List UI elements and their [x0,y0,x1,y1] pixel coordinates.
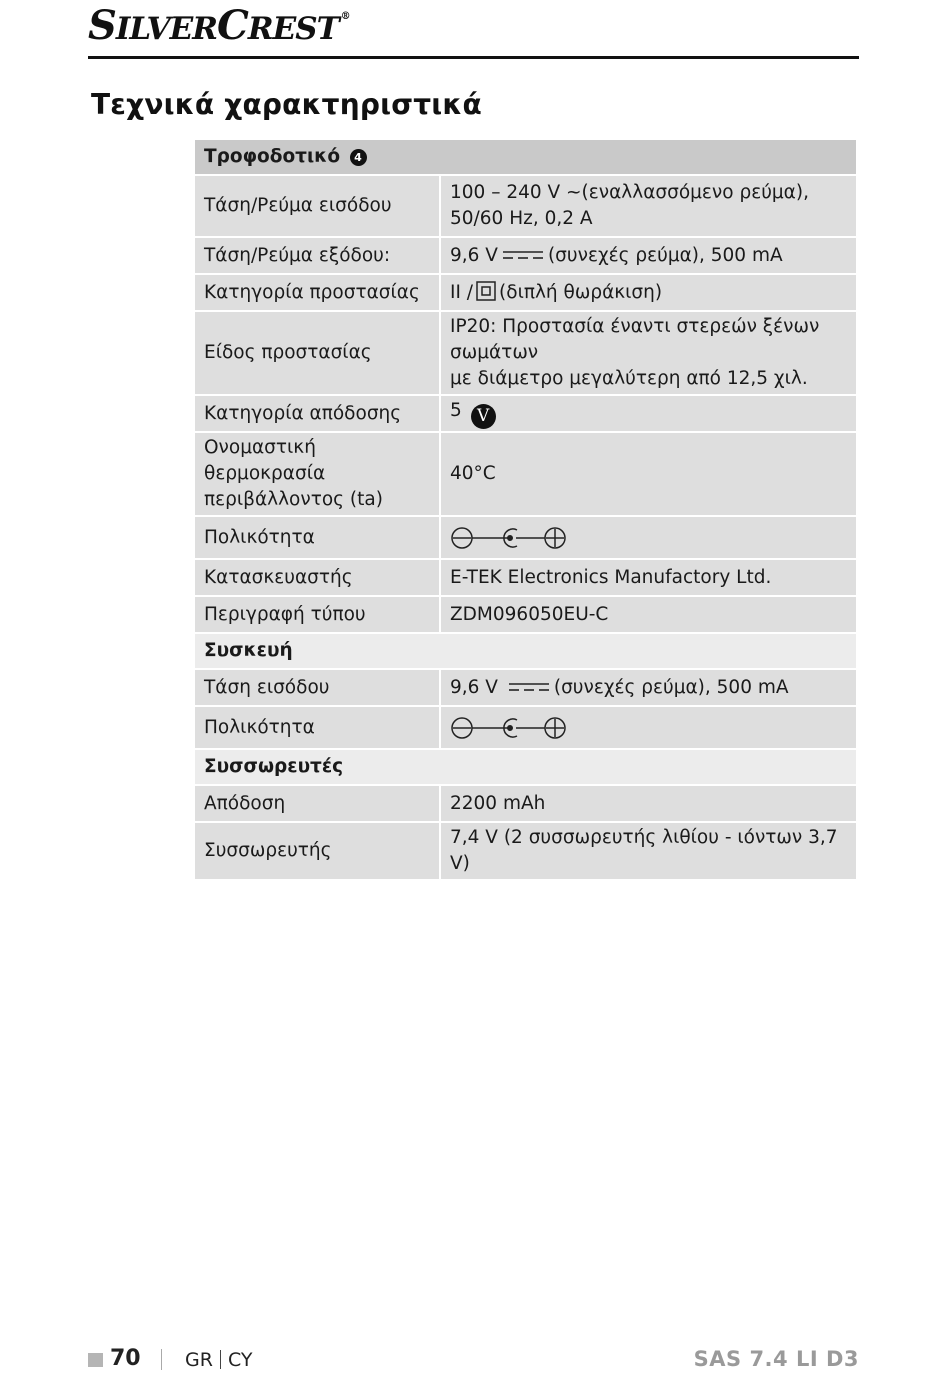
spec-value: E-TEK Electronics Manufactory Ltd. [439,560,856,595]
footer-divider [161,1349,162,1370]
spec-value: ZDM096050EU-C [439,597,856,632]
table-row [195,823,856,879]
language-divider [220,1350,221,1369]
table-row [195,396,856,431]
spec-value: 2200 mAh [439,786,856,821]
spec-value: 5 V [439,396,856,431]
section-title-psu: Τροφοδοτικό [204,146,341,167]
polarity-icon [450,715,568,741]
page-number: 70 [110,1346,141,1371]
spec-value: 40°C [439,433,856,515]
table-row [195,597,856,632]
section-header-psu [195,140,856,174]
spec-label: Πολικότητα [195,707,439,748]
table-row [195,560,856,595]
dc-symbol-icon [503,250,543,260]
spec-table [195,138,856,881]
table-row [195,238,856,273]
spec-label: Είδος προστασίας [195,312,439,394]
dc-symbol-icon [509,682,549,692]
spec-label: Τάση/Ρεύμα εισόδου [195,176,439,236]
spec-label: Απόδοση [195,786,439,821]
efficiency-v-icon: V [471,404,496,429]
page-footer [88,1345,859,1375]
spec-label: Ονομαστική θερμοκρασία περιβάλλοντος (ta) [195,433,439,515]
table-row [195,312,856,394]
table-row [195,517,856,558]
class-ii-icon [476,281,496,301]
language-codes: GR CY [185,1349,253,1371]
model-number: SAS 7.4 LI D3 [693,1347,859,1371]
table-row [195,433,856,515]
spec-label: Περιγραφή τύπου [195,597,439,632]
brand-logo: SILVERCREST ® [88,2,350,49]
spec-value: IP20: Προστασία έναντι στερεών ξένων σωμάτων με διάμετρο μεγαλύτερη από 12,5 χιλ. [439,312,856,394]
section-header-battery [195,750,856,784]
section-title-device: Συσκευή [195,634,856,668]
spec-label: Τάση/Ρεύμα εξόδου: [195,238,439,273]
spec-label: Κατασκευαστής [195,560,439,595]
spec-value: 100 – 240 V ~(εναλλασσόμενο ρεύμα), 50/60 Hz, 0,2 A [439,176,856,236]
section-title-battery: Συσσωρευτές [195,750,856,784]
header-rule [88,56,859,59]
polarity-icon [450,525,568,551]
spec-label: Συσσωρευτής [195,823,439,879]
spec-value: II / (διπλή θωράκιση) [439,275,856,310]
spec-value: 9,6 V (συνεχές ρεύμα), 500 mA [439,238,856,273]
spec-label: Τάση εισόδου [195,670,439,705]
spec-value: 9,6 V (συνεχές ρεύμα), 500 mA [439,670,856,705]
table-row [195,786,856,821]
section-header-device [195,634,856,668]
page-marker-square [88,1353,103,1367]
table-row [195,670,856,705]
spec-label: Κατηγορία απόδοσης [195,396,439,431]
spec-value: 7,4 V (2 συσσωρευτής λιθίου - ιόντων 3,7 V) [439,823,856,879]
page-title: Τεχνικά χαρακτηριστικά [91,88,482,121]
spec-value [439,707,856,748]
spec-value [439,517,856,558]
item-number-badge: 4 [350,149,367,166]
table-row [195,707,856,748]
spec-label: Κατηγορία προστασίας [195,275,439,310]
table-row [195,275,856,310]
spec-label: Πολικότητα [195,517,439,558]
table-row [195,176,856,236]
